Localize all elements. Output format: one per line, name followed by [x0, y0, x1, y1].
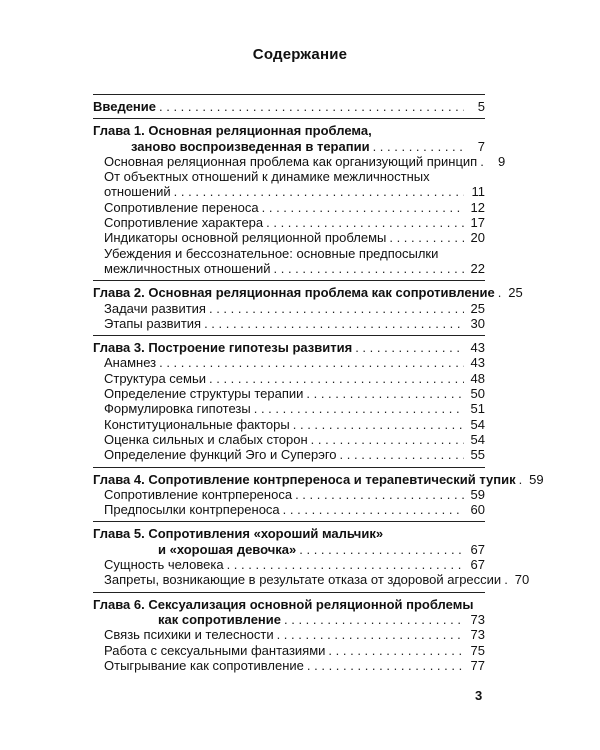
toc-page-number: 22	[470, 260, 485, 276]
toc-page-number: 75	[470, 642, 485, 658]
chapter-title-line: Глава 1. Основная реляционная проблема,	[93, 123, 372, 139]
toc-page-number: 59	[529, 471, 544, 487]
toc-entry-section[interactable]	[93, 215, 485, 230]
toc-entry-chapter-5[interactable]	[93, 542, 485, 557]
toc-page-number: 12	[470, 199, 485, 215]
section-title: Сопротивление характера	[104, 215, 264, 231]
toc-page-number: 54	[470, 431, 485, 447]
page-title: Содержание	[252, 46, 348, 63]
section-title: межличностных отношений	[104, 260, 271, 276]
toc-page-number: 73	[470, 611, 485, 627]
toc-entry-section[interactable]	[93, 301, 485, 316]
section-title: Конституциональные факторы	[104, 416, 290, 432]
divider	[93, 467, 485, 468]
toc-entry-section[interactable]	[93, 153, 506, 169]
section-title: отношений	[104, 184, 171, 200]
toc-entry-chapter-6[interactable]	[93, 612, 485, 627]
dot-leader	[373, 139, 464, 154]
section-title: Работа с сексуальными фантазиями	[104, 642, 326, 658]
dot-leader	[159, 355, 464, 370]
page-number: 3	[475, 688, 483, 703]
toc-entry-section[interactable]	[93, 401, 485, 416]
dot-leader	[293, 417, 464, 432]
toc-page-number: 25	[508, 285, 523, 301]
divider	[93, 592, 485, 593]
dot-leader	[209, 301, 464, 316]
dot-leader	[504, 572, 508, 587]
divider	[93, 118, 485, 119]
dot-leader	[209, 371, 464, 386]
section-title: Сопротивление контрпереноса	[104, 486, 293, 502]
section-title: Анамнез	[104, 355, 157, 371]
divider	[93, 335, 485, 336]
section-title: Оценка сильных и слабых сторон	[104, 431, 308, 447]
dot-leader	[266, 215, 464, 230]
section-title: Индикаторы основной реляционной проблемы	[104, 230, 387, 246]
section-title-line: От объектных отношений к динамике межличностных	[104, 169, 430, 185]
section-title: Определение функций Эго и Суперэго	[104, 447, 337, 463]
section-title: Сущность человека	[104, 557, 224, 573]
toc-entry-section[interactable]	[93, 184, 485, 199]
dot-leader	[159, 99, 464, 114]
chapter-block	[93, 123, 506, 276]
toc-entry-section[interactable]	[93, 261, 485, 276]
toc-page-number: 43	[470, 355, 485, 371]
toc-entry-section[interactable]	[93, 658, 485, 673]
dot-leader	[328, 643, 464, 658]
toc-page-number: 7	[477, 138, 485, 154]
chapter-block	[93, 471, 544, 518]
toc-entry-section[interactable]	[93, 316, 485, 331]
dot-leader	[295, 487, 464, 502]
toc-entry-chapter-3[interactable]	[93, 340, 485, 355]
section-title: Сопротивление переноса	[104, 199, 259, 215]
chapter-title: и «хорошая девочка»	[158, 541, 297, 557]
toc-page-number: 73	[470, 627, 485, 643]
toc-entry-introduction[interactable]	[93, 99, 485, 114]
toc-page-number: 43	[470, 340, 485, 356]
chapter-block	[93, 526, 530, 588]
divider	[93, 521, 485, 522]
chapter-block	[93, 597, 485, 673]
chapter-title: заново воспроизведенная в терапии	[131, 138, 370, 154]
toc-page-number: 17	[470, 215, 485, 231]
dot-leader	[254, 401, 464, 416]
toc-entry-section[interactable]	[93, 502, 485, 517]
section-title: Задачи развития	[104, 300, 206, 316]
toc-page-number: 67	[470, 541, 485, 557]
dot-leader	[355, 340, 464, 355]
chapter-title: Глава 3. Построение гипотезы развития	[93, 340, 353, 356]
toc-entry-section[interactable]	[93, 386, 485, 401]
table-of-contents	[93, 94, 544, 673]
dot-leader	[311, 432, 464, 447]
toc-page-number: 70	[514, 572, 530, 588]
toc-page-number: 59	[470, 486, 485, 502]
dot-leader	[174, 184, 464, 199]
dot-leader	[274, 261, 464, 276]
toc-entry-section[interactable]	[93, 487, 485, 502]
section-title: Связь психики и телесности	[104, 627, 274, 643]
toc-page-number: 55	[470, 447, 485, 463]
divider	[93, 94, 485, 95]
toc-page-number: 67	[470, 557, 485, 573]
chapter-title: Глава 2. Основная реляционная проблема как сопротивление	[93, 285, 495, 301]
toc-entry-section[interactable]	[93, 417, 485, 432]
toc-entry-title: Введение	[93, 99, 156, 114]
section-title: Отыгрывание как сопротивление	[104, 657, 304, 673]
section-title: Основная реляционная проблема как организующий принцип	[104, 153, 478, 169]
divider	[93, 280, 485, 281]
dot-leader	[389, 230, 464, 245]
dot-leader	[307, 658, 464, 673]
section-title: Этапы развития	[104, 315, 202, 331]
toc-entry-chapter-4[interactable]	[93, 471, 544, 487]
chapter-title-line: Глава 5. Сопротивления «хороший мальчик»	[93, 526, 384, 542]
toc-entry-chapter-2[interactable]	[93, 285, 523, 301]
toc-page-number: 25	[470, 300, 485, 316]
toc-entry-section[interactable]	[93, 627, 485, 642]
toc-page-number: 51	[470, 401, 485, 417]
toc-page-number: 77	[470, 657, 485, 673]
section-title: Формулировка гипотезы	[104, 401, 251, 417]
dot-leader	[283, 502, 464, 517]
dot-leader	[277, 627, 464, 642]
toc-page-number: 30	[470, 315, 485, 331]
dot-leader	[204, 316, 464, 331]
dot-leader	[306, 386, 464, 401]
dot-leader	[340, 447, 464, 462]
section-title: Структура семьи	[104, 370, 206, 386]
toc-entry-section[interactable]	[93, 371, 485, 386]
section-title-line: Убеждения и бессознательное: основные предпосылки	[104, 245, 439, 261]
section-title: Запреты, возникающие в результате отказа от здоровой агрессии	[104, 572, 502, 588]
dot-leader	[227, 557, 464, 572]
toc-entry-section[interactable]	[93, 432, 485, 447]
toc-entry-section[interactable]	[93, 230, 485, 245]
toc-entry-section[interactable]	[93, 572, 530, 588]
toc-entry-section[interactable]	[93, 200, 485, 215]
toc-page-number: 50	[470, 386, 485, 402]
toc-page-number: 48	[470, 370, 485, 386]
dot-leader	[262, 200, 464, 215]
dot-leader	[498, 285, 502, 300]
chapter-title: Глава 4. Сопротивление контрпереноса и терапевтический тупик	[93, 471, 516, 487]
toc-entry-section[interactable]	[93, 355, 485, 370]
section-title: Определение структуры терапии	[104, 386, 304, 402]
chapter-title: как сопротивление	[158, 611, 282, 627]
chapter-block	[93, 285, 523, 331]
toc-entry-section[interactable]	[93, 643, 485, 658]
dot-leader	[519, 472, 523, 487]
toc-page-number: 11	[471, 184, 485, 200]
toc-entry-chapter-1[interactable]	[93, 139, 485, 154]
toc-page-number: 60	[470, 502, 485, 518]
toc-entry-section[interactable]	[93, 447, 485, 462]
toc-page-number: 54	[470, 416, 485, 432]
chapter-title-line: Глава 6. Сексуализация основной реляционной проблемы	[93, 596, 474, 612]
chapter-block	[93, 340, 485, 462]
toc-entry-section[interactable]	[93, 557, 485, 572]
dot-leader	[480, 154, 484, 169]
dot-leader	[299, 542, 464, 557]
dot-leader	[284, 612, 464, 627]
toc-page-number: 20	[470, 230, 485, 246]
section-title: Предпосылки контрпереноса	[104, 502, 280, 518]
toc-page-number: 9	[497, 153, 506, 169]
toc-page-number: 5	[477, 99, 485, 114]
